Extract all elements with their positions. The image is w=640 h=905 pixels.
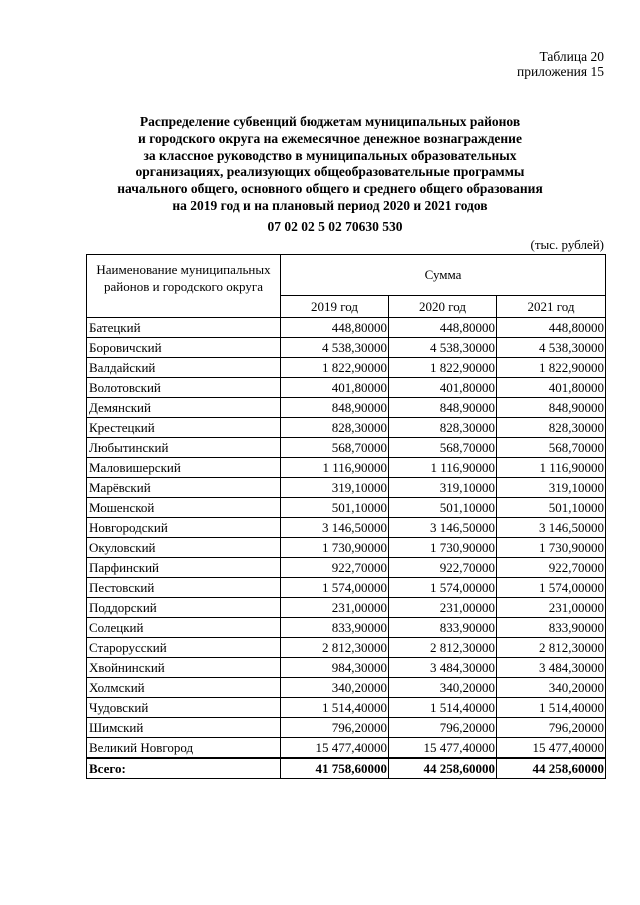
amount-cell: 1 116,90000 <box>281 458 389 478</box>
column-header-name: Наименование муниципальных районов и городского округа <box>87 255 281 318</box>
amount-cell: 3 146,50000 <box>497 518 606 538</box>
table-row <box>87 498 606 518</box>
amount-cell: 1 116,90000 <box>389 458 497 478</box>
table-row <box>87 398 606 418</box>
amount-cell: 568,70000 <box>497 438 606 458</box>
amount-cell: 984,30000 <box>281 658 389 678</box>
column-header-year: 2020 год <box>389 296 497 318</box>
amount-cell: 1 514,40000 <box>389 698 497 718</box>
amount-cell: 319,10000 <box>281 478 389 498</box>
amount-cell: 796,20000 <box>497 718 606 738</box>
district-name: Маловишерский <box>87 458 281 478</box>
table-row <box>87 558 606 578</box>
table-row <box>87 358 606 378</box>
table-row <box>87 738 606 759</box>
amount-cell: 340,20000 <box>389 678 497 698</box>
table-row <box>87 438 606 458</box>
amount-cell: 2 812,30000 <box>497 638 606 658</box>
amount-cell: 3 146,50000 <box>281 518 389 538</box>
table-row <box>87 718 606 738</box>
amount-cell: 501,10000 <box>389 498 497 518</box>
amount-cell: 2 812,30000 <box>281 638 389 658</box>
district-name: Крестецкий <box>87 418 281 438</box>
amount-cell: 401,80000 <box>281 378 389 398</box>
amount-cell: 448,80000 <box>281 318 389 338</box>
amount-cell: 4 538,30000 <box>389 338 497 358</box>
table-row <box>87 318 606 338</box>
amount-cell: 1 730,90000 <box>389 538 497 558</box>
column-header-year: 2019 год <box>281 296 389 318</box>
amount-cell: 796,20000 <box>281 718 389 738</box>
amount-cell: 828,30000 <box>389 418 497 438</box>
unit-label: (тыс. рублей) <box>530 237 604 252</box>
district-name: Холмский <box>87 678 281 698</box>
amount-cell: 1 730,90000 <box>497 538 606 558</box>
district-name: Хвойнинский <box>87 658 281 678</box>
total-amount: 44 258,60000 <box>389 758 497 779</box>
table-body <box>87 318 606 779</box>
amount-cell: 401,80000 <box>497 378 606 398</box>
district-name: Шимский <box>87 718 281 738</box>
amount-cell: 1 514,40000 <box>281 698 389 718</box>
total-amount: 41 758,60000 <box>281 758 389 779</box>
table-row <box>87 378 606 398</box>
amount-cell: 501,10000 <box>497 498 606 518</box>
amount-cell: 568,70000 <box>281 438 389 458</box>
amount-cell: 833,90000 <box>389 618 497 638</box>
table-reference <box>517 49 604 79</box>
amount-cell: 340,20000 <box>497 678 606 698</box>
total-row <box>87 758 606 779</box>
amount-cell: 340,20000 <box>281 678 389 698</box>
amount-cell: 1 822,90000 <box>389 358 497 378</box>
amount-cell: 1 822,90000 <box>281 358 389 378</box>
amount-cell: 319,10000 <box>389 478 497 498</box>
amount-cell: 1 730,90000 <box>281 538 389 558</box>
table-row <box>87 598 606 618</box>
total-label: Всего: <box>87 758 281 779</box>
district-name: Солецкий <box>87 618 281 638</box>
amount-cell: 1 574,00000 <box>497 578 606 598</box>
table-row <box>87 458 606 478</box>
appendix-number: приложения 15 <box>516 64 604 79</box>
table-row <box>87 538 606 558</box>
district-name: Парфинский <box>87 558 281 578</box>
budget-code: 07 02 02 5 02 70630 530 <box>267 219 403 234</box>
district-name: Волотовский <box>87 378 281 398</box>
title-line: начального общего, основного общего и среднего общего образования <box>117 181 543 197</box>
amount-cell: 501,10000 <box>281 498 389 518</box>
amount-cell: 1 574,00000 <box>389 578 497 598</box>
amount-cell: 3 146,50000 <box>389 518 497 538</box>
amount-cell: 15 477,40000 <box>389 738 497 759</box>
district-name: Демянский <box>87 398 281 418</box>
amount-cell: 319,10000 <box>497 478 606 498</box>
amount-cell: 828,30000 <box>497 418 606 438</box>
subvention-table <box>86 254 606 779</box>
amount-cell: 15 477,40000 <box>281 738 389 759</box>
amount-cell: 15 477,40000 <box>497 738 606 759</box>
amount-cell: 833,90000 <box>281 618 389 638</box>
amount-cell: 4 538,30000 <box>281 338 389 358</box>
amount-cell: 231,00000 <box>389 598 497 618</box>
district-name: Поддорский <box>87 598 281 618</box>
district-name: Валдайский <box>87 358 281 378</box>
district-name: Старорусский <box>87 638 281 658</box>
table-number: Таблица 20 <box>539 49 604 64</box>
amount-cell: 568,70000 <box>389 438 497 458</box>
table-row <box>87 638 606 658</box>
table-row <box>87 578 606 598</box>
amount-cell: 796,20000 <box>389 718 497 738</box>
title-line: Распределение субвенций бюджетам муниципальных районов <box>139 114 521 129</box>
title-line: на 2019 год и на плановый период 2020 и 2021 годов <box>172 197 488 213</box>
amount-cell: 1 116,90000 <box>497 458 606 478</box>
table-row <box>87 698 606 718</box>
amount-cell: 2 812,30000 <box>389 638 497 658</box>
amount-cell: 1 822,90000 <box>497 358 606 378</box>
title-line: организациях, реализующих общеобразовательные программы <box>135 164 525 180</box>
table-row <box>87 478 606 498</box>
district-name: Чудовский <box>87 698 281 718</box>
district-name: Марёвский <box>87 478 281 498</box>
amount-cell: 448,80000 <box>389 318 497 338</box>
column-header-sum: Сумма <box>281 255 606 296</box>
table-row <box>87 338 606 358</box>
district-name: Боровичский <box>87 338 281 358</box>
amount-cell: 1 574,00000 <box>281 578 389 598</box>
title-line: и городского округа на ежемесячное денежное вознаграждение <box>138 130 522 146</box>
district-name: Окуловский <box>87 538 281 558</box>
total-amount: 44 258,60000 <box>497 758 606 779</box>
amount-cell: 1 514,40000 <box>497 698 606 718</box>
amount-cell: 828,30000 <box>281 418 389 438</box>
amount-cell: 3 484,30000 <box>389 658 497 678</box>
amount-cell: 4 538,30000 <box>497 338 606 358</box>
table-row <box>87 518 606 538</box>
district-name: Великий Новгород <box>87 738 281 759</box>
document-title <box>60 114 600 215</box>
amount-cell: 3 484,30000 <box>497 658 606 678</box>
amount-cell: 848,90000 <box>281 398 389 418</box>
amount-cell: 922,70000 <box>497 558 606 578</box>
table-row <box>87 618 606 638</box>
amount-cell: 401,80000 <box>389 378 497 398</box>
district-name: Батецкий <box>87 318 281 338</box>
table-row <box>87 418 606 438</box>
amount-cell: 448,80000 <box>497 318 606 338</box>
district-name: Любытинский <box>87 438 281 458</box>
amount-cell: 833,90000 <box>497 618 606 638</box>
amount-cell: 922,70000 <box>389 558 497 578</box>
district-name: Пестовский <box>87 578 281 598</box>
district-name: Новгородский <box>87 518 281 538</box>
table-row <box>87 678 606 698</box>
amount-cell: 848,90000 <box>389 398 497 418</box>
title-line: за классное руководство в муниципальных образовательных <box>143 147 517 163</box>
amount-cell: 922,70000 <box>281 558 389 578</box>
district-name: Мошенской <box>87 498 281 518</box>
amount-cell: 231,00000 <box>497 598 606 618</box>
column-header-year: 2021 год <box>497 296 606 318</box>
amount-cell: 848,90000 <box>497 398 606 418</box>
table-row <box>87 658 606 678</box>
amount-cell: 231,00000 <box>281 598 389 618</box>
